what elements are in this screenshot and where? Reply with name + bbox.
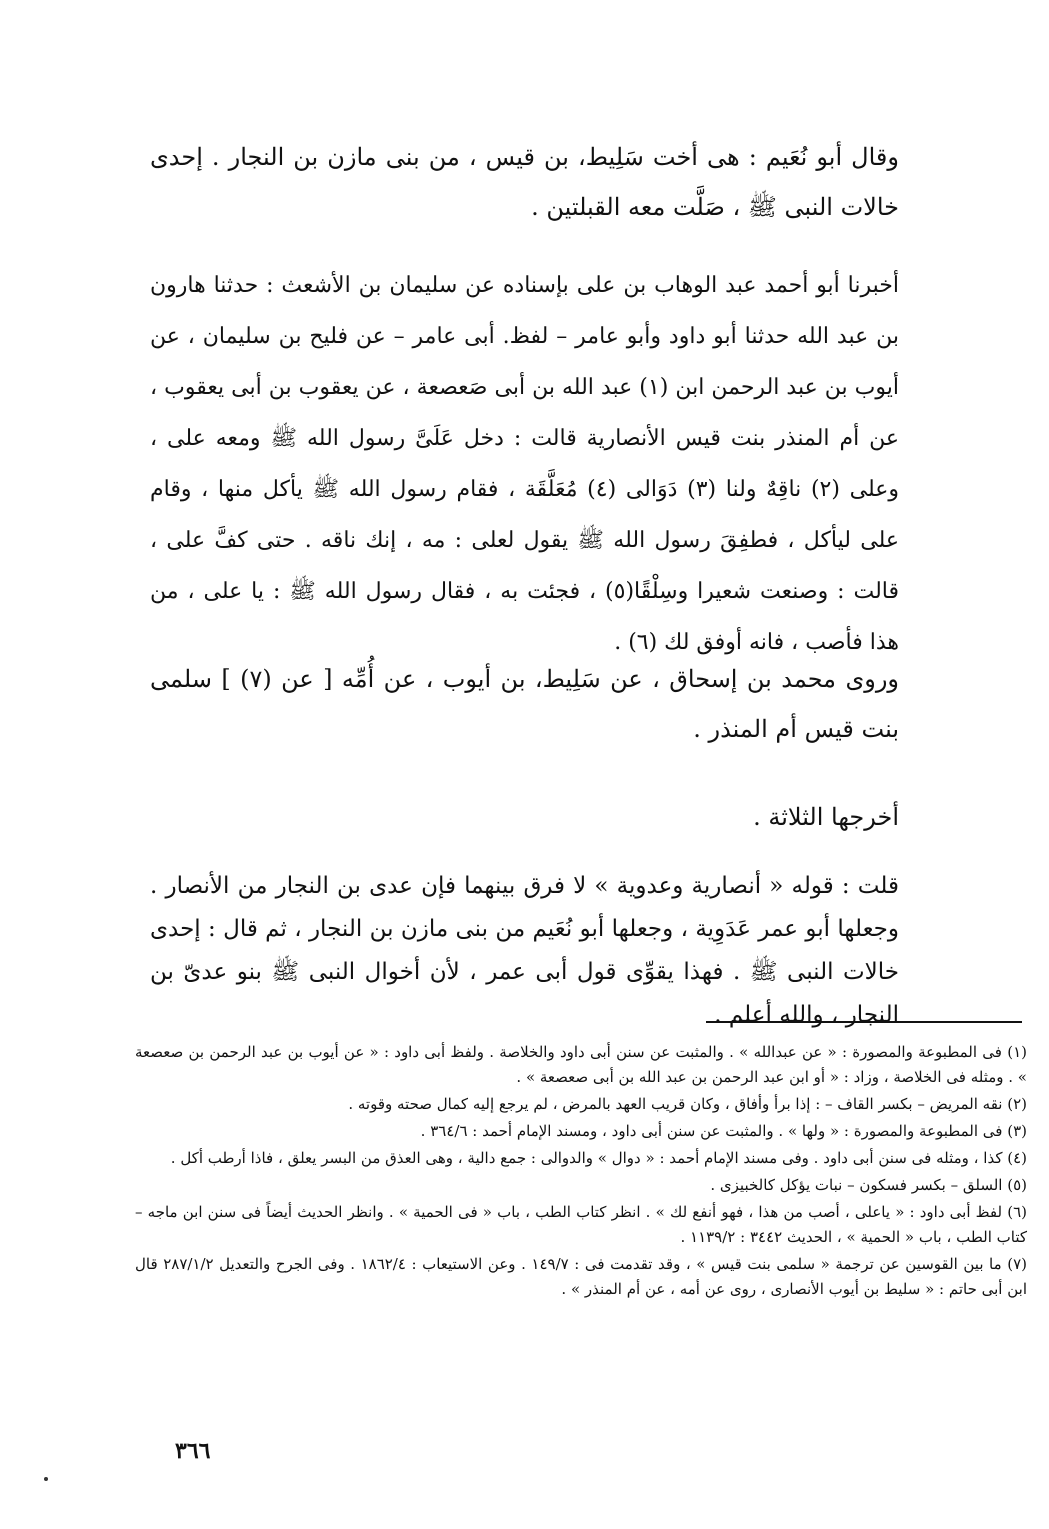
paragraph-abu-nuaym: وقال أبو نُعَيم : هى أخت سَلِيط، بن قيس ، من بنى مازن بن النجار . إحدى خالات النبى ﷺ ، صَلَّت معه القبلتين . [150, 143, 899, 221]
scan-speck [44, 1477, 48, 1481]
footnotes [135, 1040, 1027, 1304]
footnote-divider [706, 1021, 1022, 1023]
page-number: ٣٦٦ [175, 1438, 211, 1464]
paragraph-akhrajaha: أخرجها الثلاثة . [753, 803, 899, 831]
footnote-7: (٧) ما بين القوسين عن ترجمة « سلمى بنت قيس » ، وقد تقدمت فى : ١٤٩/٧ . وعن الاستيعاب : ١٨٦٢/٤ . وفى الجرح والتعديل ٢٨٧/١/٢ قال ابن أبى حاتم : « سليط بن أيوب الأنصارى ، روى عن أمه ، عن أم المنذر » . [135, 1255, 1027, 1298]
footnote-6: (٦) لفظ أبى داود : « ياعلى ، أصب من هذا ، فهو أنفع لك » . انظر كتاب الطب ، باب « فى الحمية » . وانظر الحديث أيضاً فى سنن ابن ماجه – كتاب الطب ، باب « الحمية » ، الحديث ٣٤٤٢ : ١١٣٩/٢ . [135, 1203, 1027, 1246]
footnote-5: (٥) السلق – بكسر فسكون – نبات يؤكل كالخبيزى . [710, 1176, 1027, 1194]
paragraph-ibn-ishaq: وروى محمد بن إسحاق ، عن سَلِيط، بن أيوب ، عن أُمِّه [ عن (٧) ] سلمى بنت قيس أم المنذر . [150, 665, 899, 743]
paragraph-qultu-commentary: قلت : قوله « أنصارية وعدوية » لا فرق بينهما فإن عدى بن النجار من الأنصار . وجعلها أبو عمر عَدَوِية ، وجعلها أبو نُعَيم من بنى مازن بن النجار ، ثم قال : إحدى خالات النبى ﷺ . فهذا يقوِّى قول أبى عمر ، لأن أخوال النبى ﷺ بنو عدىّ بن النجار ، والله أعلم . [150, 873, 899, 1028]
footnote-4: (٤) كذا ، ومثله فى سنن أبى داود . وفى مسند الإمام أحمد : « دوال » والدوالى : جمع دالية ، وهى العذق من البسر يعلق ، فاذا أرطب أكل . [170, 1149, 1027, 1167]
footnote-3: (٣) فى المطبوعة والمصورة : « ولها » . والمثبت عن سنن أبى داود ، ومسند الإمام أحمد : ٣٦٤/٦ . [420, 1122, 1027, 1140]
footnote-2: (٢) نقه المريض – بكسر القاف – : إذا برأ وأفاق ، وكان قريب العهد بالمرض ، لم يرجع إليه كمال صحته وقوته . [348, 1095, 1027, 1113]
paragraph-hadith-isnad: أخبرنا أبو أحمد عبد الوهاب بن على بإسناده عن سليمان بن الأشعث : حدثنا هارون بن عبد الله حدثنا أبو داود وأبو عامر – لفظ. أبى عامر – عن فليح بن سليمان ، عن أيوب بن عبد الرحمن ابن (١) عبد الله بن أبى صَعصعة ، عن يعقوب بن أبى يعقوب ، عن أم المنذر بنت قيس الأنصارية قالت : دخل عَلَىَّ رسول الله ﷺ ومعه على ، وعلى (٢) ناقِهٌ ولنا (٣) دَوَالى (٤) مُعَلَّقَة ، فقام رسول الله ﷺ يأكل منها ، وقام على ليأكل ، فطفِقَ رسول الله ﷺ يقول لعلى : مه ، إنك ناقه . حتى كفَّ على ، قالت : وصنعت شعيرا وسِلْقًا(٥) ، فجئت به ، فقال رسول الله ﷺ : يا على ، من هذا فأصب ، فانه أوفق لك (٦) . [150, 273, 900, 655]
footnote-1: (١) فى المطبوعة والمصورة : « عن عبدالله » . والمثبت عن سنن أبى داود والخلاصة . ولفظ أبى داود : « عن أيوب بن عبد الرحمن بن صعصعة » . ومثله فى الخلاصة ، وزاد : « أو ابن عبد الرحمن بن عبد الله بن أبى صعصعة » . [135, 1043, 1027, 1086]
